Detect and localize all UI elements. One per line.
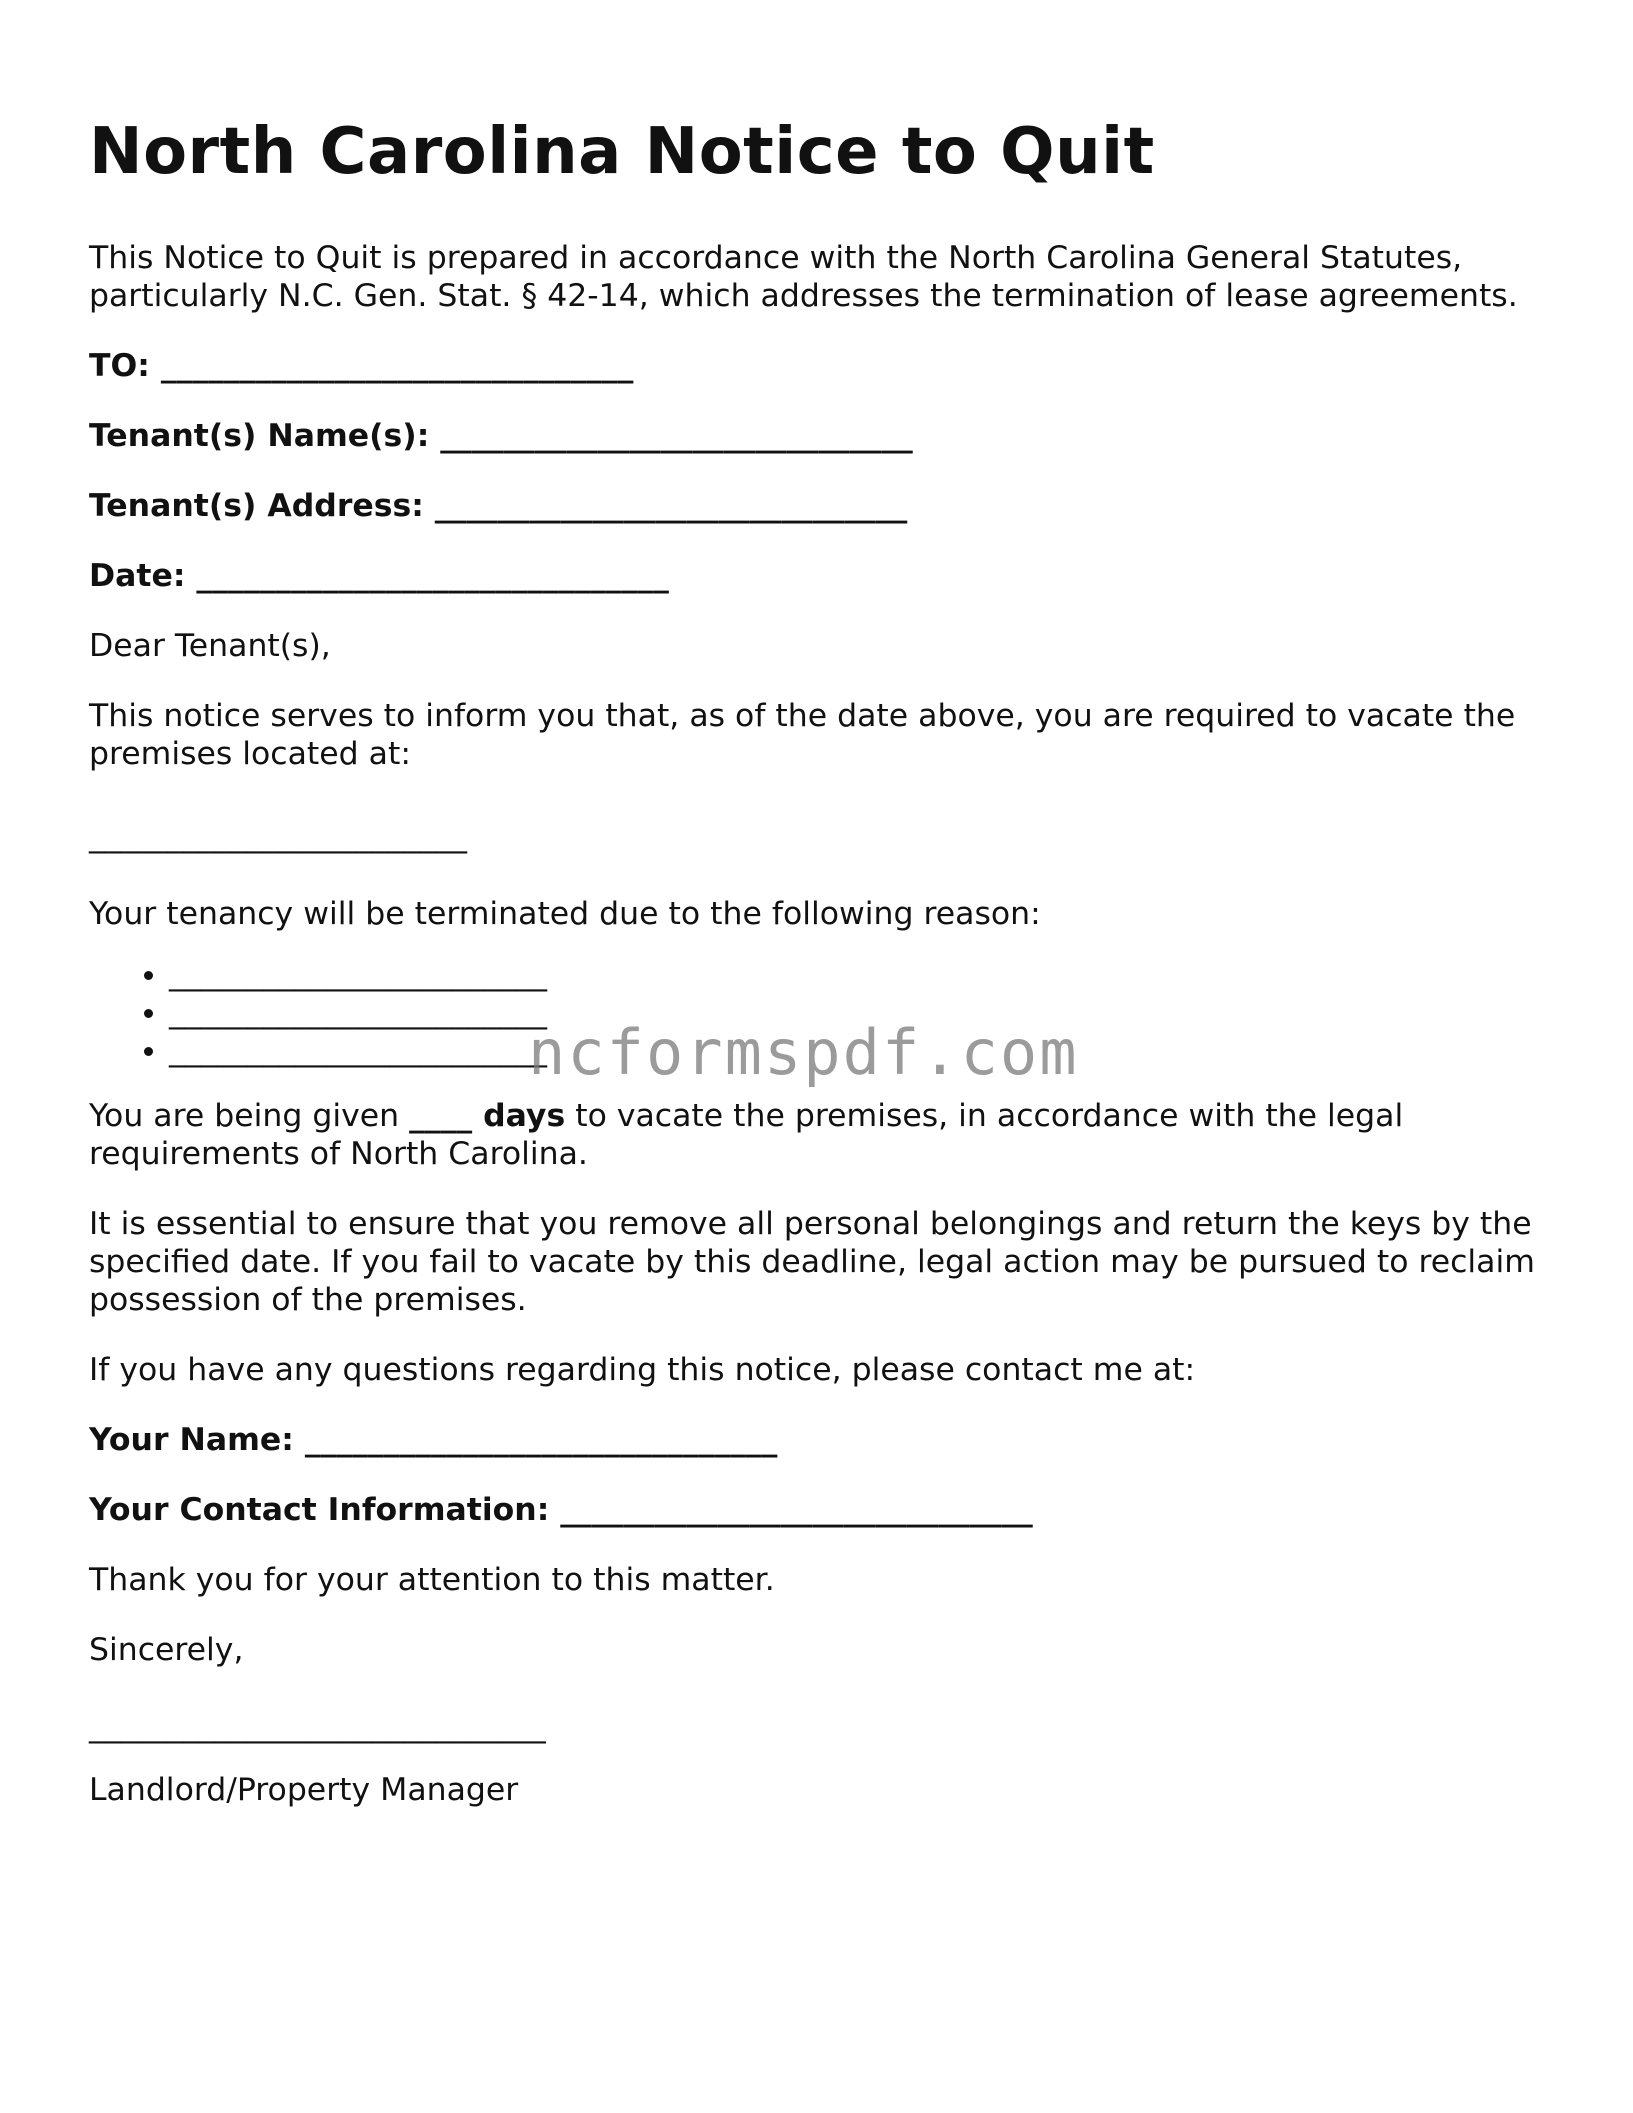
list-item: • ________________________ <box>169 993 1549 1031</box>
list-item: • ________________________ <box>169 1031 1549 1069</box>
field-your-name <box>89 1421 1549 1459</box>
page-title: North Carolina Notice to Quit <box>89 115 1155 189</box>
thanks-paragraph: Thank you for your attention to this matter. <box>89 1562 775 1598</box>
days-text-before: You are being given <box>89 1098 410 1134</box>
field-contact-info-label: Your Contact Information: <box>89 1492 550 1528</box>
days-text-after: to vacate the premises, in accordance with the legal requirements of North Carolina. <box>89 1098 1404 1172</box>
field-tenant-names-blank: ______________________________ <box>440 418 913 454</box>
field-contact-info-blank: ______________________________ <box>560 1492 1033 1528</box>
watermark: ncformspdf.com <box>528 1016 1079 1089</box>
field-tenant-names-label: Tenant(s) Name(s): <box>89 418 430 454</box>
field-to <box>89 347 1549 385</box>
field-your-name-label: Your Name: <box>89 1422 294 1458</box>
notice-paragraph: This notice serves to inform you that, as of the date above, you are required to vacate the premises located at: <box>89 698 1516 772</box>
salutation: Dear Tenant(s), <box>89 628 331 664</box>
closing: Sincerely, <box>89 1632 244 1668</box>
field-tenant-names <box>89 417 1549 455</box>
days-blank: ____ <box>409 1098 473 1134</box>
signer-title: Landlord/Property Manager <box>89 1772 519 1808</box>
field-date-blank: ______________________________ <box>196 558 669 594</box>
essential-paragraph: It is essential to ensure that you remove all personal belongings and return the keys by the specified date. If you fail to vacate by this deadline, legal action may be pursued to reclaim possession of the premises. <box>89 1206 1535 1318</box>
field-your-name-blank: ______________________________ <box>304 1422 778 1458</box>
days-paragraph <box>89 1097 1549 1173</box>
field-date-label: Date: <box>89 558 186 594</box>
field-tenant-address-blank: ______________________________ <box>434 488 908 524</box>
premises-blank: ________________________ <box>89 818 467 854</box>
document-body <box>89 110 1549 1841</box>
contact-intro: If you have any questions regarding this notice, please contact me at: <box>89 1352 1196 1388</box>
intro-paragraph: This Notice to Quit is prepared in accordance with the North Carolina General Statutes, particularly N.C. Gen. Stat. § 42-14, which addresses the termination of lease agreements. <box>89 240 1518 314</box>
signature-line: _____________________________ <box>89 1708 546 1744</box>
field-tenant-address <box>89 487 1549 525</box>
field-to-label: TO: <box>89 348 150 384</box>
field-tenant-address-label: Tenant(s) Address: <box>89 488 424 524</box>
list-item: • ________________________ <box>169 955 1549 993</box>
field-date <box>89 557 1549 595</box>
reason-intro: Your tenancy will be terminated due to the following reason: <box>89 896 1041 932</box>
field-to-blank: ______________________________ <box>160 348 634 384</box>
field-contact-info <box>89 1491 1549 1529</box>
days-word: days <box>472 1098 566 1134</box>
